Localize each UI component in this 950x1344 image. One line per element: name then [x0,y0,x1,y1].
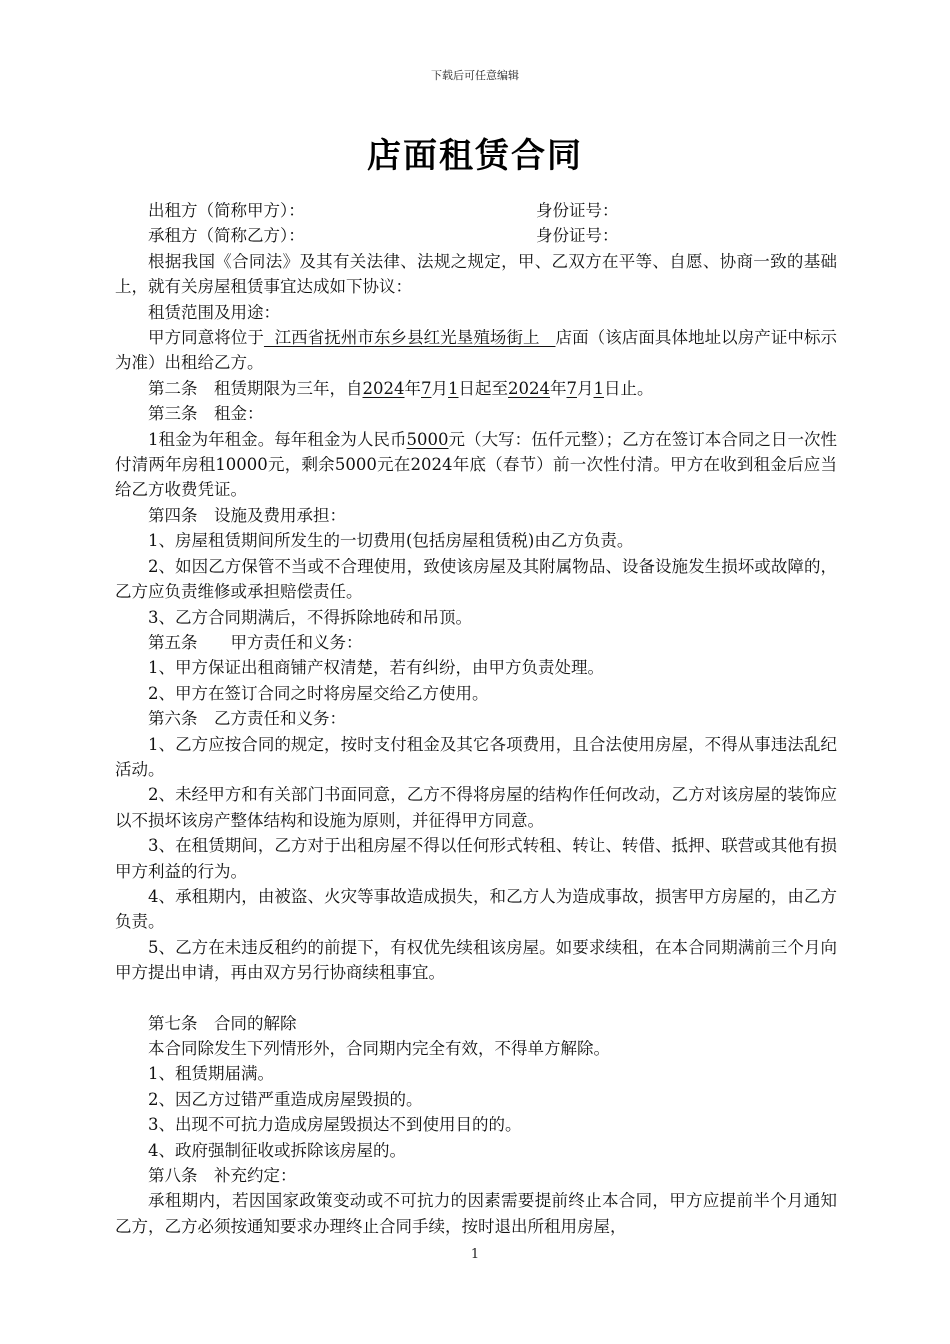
article7-item: 2、因乙方过错严重造成房屋毁损的。 [148,1089,423,1109]
lessee-id-label: 身份证号： [536,226,619,246]
article4-heading: 第四条 设施及费用承担： [148,505,346,525]
scope-address: 江西省抚州市东乡县红光垦殖场街上 [263,328,556,348]
article2-t6: 日止。 [604,378,654,398]
scope-paragraph [115,325,837,376]
contract-body [115,198,837,1239]
article3-post: 元（大写：伍仟元整）；乙方在签订本合同之日一次性付清两年房租10000元，剩余5000元在2024年底（春节）前一次性付清。甲方在收到租金后应当给乙方收费凭证。 [115,429,837,500]
article4-item: 3、乙方合同期满后，不得拆除地砖和吊顶。 [148,607,472,627]
scope-pre: 甲方同意将位于 [148,328,264,348]
start-day: 1 [448,378,459,398]
article6-item: 3、在租赁期间，乙方对于出租房屋不得以任何形式转租、转让、转借、抵押、联营或其他有损甲方利益的行为。 [115,836,837,881]
start-month: 7 [421,378,432,398]
article3-paragraph [115,427,837,503]
article2-paragraph [115,376,837,401]
intro-paragraph: 根据我国《合同法》及其有关法律、法规之规定，甲、乙双方在平等、自愿、协商一致的基础上，就有关房屋租赁事宜达成如下协议： [115,251,837,297]
article6-item: 5、乙方在未违反租约的前提下，有权优先续租该房屋。如要求续租，在本合同期满前三个月向甲方提出申请，再由双方另行协商续租事宜。 [115,937,837,983]
end-month: 7 [566,378,577,398]
article5-item: 2、甲方在签订合同之时将房屋交给乙方使用。 [148,683,489,703]
lessor-label: 出租方（简称甲方）： [148,201,305,220]
rent-amount: 5000 [406,429,449,449]
start-year: 2024 [362,378,405,398]
article2-pre: 第二条 租赁期限为三年，自 [148,378,363,398]
article8-paragraph: 承租期内，若因国家政策变动或不可抗力的因素需要提前终止本合同，甲方应提前半个月通知乙方，乙方必须按通知要求办理终止合同手续，按时退出所租用房屋， [115,1191,837,1236]
article2-t1: 年 [404,378,421,398]
article7-item: 4、政府强制征收或拆除该房屋的。 [148,1140,406,1160]
lessor-line [115,198,837,223]
blank-line [115,986,837,1011]
lessee-line [115,223,837,248]
article7-item: 1、租赁期届满。 [148,1064,274,1084]
article2-t3: 日起至 [458,378,508,398]
article5-heading: 第五条 甲方责任和义务： [148,632,363,652]
end-day: 1 [593,378,604,398]
header-note: 下载后可任意编辑 [431,69,519,82]
article7-item: 3、出现不可抗力造成房屋毁损达不到使用目的的。 [148,1115,522,1135]
article6-heading: 第六条 乙方责任和义务： [148,709,346,729]
article4-item: 2、如因乙方保管不当或不合理使用，致使该房屋及其附属物品、设备设施发生损坏或故障的，乙方应负责维修或承担赔偿责任。 [115,556,837,602]
article3-pre: 1租金为年租金。每年租金为人民币 [148,429,407,449]
scope-heading: 租赁范围及用途： [148,302,280,322]
article8-heading: 第八条 补充约定： [148,1166,297,1186]
article7-intro: 本合同除发生下列情形外，合同期内完全有效，不得单方解除。 [148,1039,610,1058]
article6-item: 2、未经甲方和有关部门书面同意，乙方不得将房屋的结构作任何改动，乙方对该房屋的装饰应以不损坏该房产整体结构和设施为原则，并征得甲方同意。 [115,785,837,830]
article2-t5: 月 [577,378,594,398]
article3-heading: 第三条 租金： [148,404,264,424]
scope-post: 店面（该店面具体地址以房产证中标示为准）出租给乙方。 [115,328,838,373]
article6-item: 1、乙方应按合同的规定，按时支付租金及其它各项费用，且合法使用房屋，不得从事违法乱纪活动。 [115,734,837,779]
end-year: 2024 [508,378,550,398]
article4-item: 1、房屋租赁期间所发生的一切费用(包括房屋租赁税)由乙方负责。 [148,531,634,551]
lessor-id-label: 身份证号： [536,201,619,220]
article2-t2: 月 [431,378,448,398]
document-title: 店面租赁合同 [367,136,583,176]
article2-t4: 年 [550,378,567,398]
article6-item: 4、承租期内，由被盗、火灾等事故造成损失，和乙方人为造成事故，损害甲方房屋的，由乙方负责。 [115,886,837,932]
article7-heading: 第七条 合同的解除 [148,1013,297,1033]
article5-item: 1、甲方保证出租商铺产权清楚，若有纠纷，由甲方负责处理。 [148,658,604,678]
lessee-label: 承租方（简称乙方）： [148,226,305,246]
page-number: 1 [470,1247,480,1262]
